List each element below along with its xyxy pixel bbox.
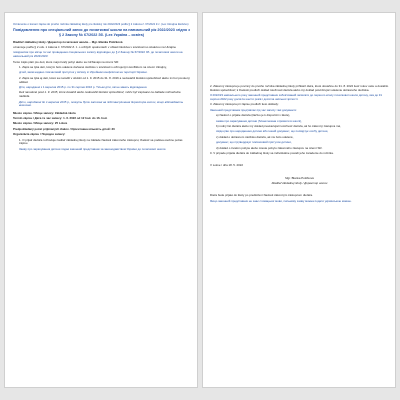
enrollment-location: Miesto zápisu / Місце запису: 25 Lokve (13, 121, 68, 126)
list-item-translation: Діти, народжені з 1 вересня 2015 р. по 31 серпня 2016 р. Тільки діти, які не мають відкладення. (19, 84, 148, 89)
sub-item: c) doklad o dočasnom útočisku dieťaťa, ak mu bolo udelené, (216, 134, 294, 139)
signature-name: Mgr. Blanka Potičková (285, 175, 314, 180)
expected-pupils: Predpokladaný počet prijímaných žiakov / Орієнтовна кількість дітей: 30 (13, 126, 115, 131)
director-line: Riaditeľ základnej školy / Директор початкової школи… Mgr. Blanka Potičková (13, 39, 123, 44)
sub-item-translation: заява про зарахування дитини (бланк можна отримати в школі), (216, 118, 302, 123)
list-item: 0. V prípade prijatia dieťaťa do základnej školy sa individuálne posúdi jeho zaradenie do ročníka. (210, 150, 334, 155)
place-and-date: V Lokve / dňa 18. 5. 2022 (210, 163, 243, 168)
sub-item: d) doklad o trvalom pobyte alebo mieste pobytu zákonného zástupcu na území SR. (216, 145, 323, 150)
list-item-translation: Заяву про зарахування дитини подає законний представник за законодавством України до початкової школи. (19, 146, 167, 151)
list-item-translation: Законний представник пред'являє під час запису такі документи: (210, 107, 297, 112)
document-title: Повідомлення про спеціальний запис до початкової школи на навчальний рік 2022/2023 згідно з § 2 Закону № 67/2022 Зб. (Lex Україна – освіта) (13, 28, 190, 37)
list-note: Deti narodené pred 1. 9. 2015, ktoré dosiahli alebo nedosiahli školskú spôsobilosť, môžu byť zapísané na základe rozhodnutia riaditeľa. (19, 90, 181, 99)
sub-item: b) rodný list dieťaťa alebo iný doklad preukazujúci totožnosť dieťaťa, ak ho zákonný zástupca má, (216, 123, 341, 128)
list-note-translation: Діти, народжені до 1 вересня 2015 р., можуть бути записані на підставі рішення директора школи, якщо відповідають вимогам. (19, 99, 184, 108)
sub-item-translation: документ, що підтверджує тимчасовий притулок дитини, (216, 140, 292, 145)
list-item: 1. O prijatí dieťaťa rozhoduje riaditeľ základnej školy na základe žiadosti zákonného zástupcu; žiadosť sa podáva osobne počas zápisu. (19, 137, 183, 146)
enrollment-place: Miesto zápisu / Місце запису: Základná škola (13, 110, 76, 115)
document-header: Oznámenie o konaní zápisu do prvého ročníka základnej školy pre školský rok 2022/2023 podľa § 2 zákona č. 67/2022 Z.z. (Lex Ukrajina školstvo) (13, 23, 189, 26)
organization-heading: Organizácia zápisu / Порядок запису: (13, 132, 66, 137)
document-page-right (202, 12, 396, 388)
list-item: 3. Zákonný zástupca pri zápise predloží tieto doklady: (210, 102, 279, 107)
closing-note: Dieťa bude prijaté do školy po predložení žiadosti zákonným zástupcom dieťaťa. (210, 193, 313, 198)
closing-note-translation: Якщо законний представник не знає словацької мови, письмову заяву можна подати українською мовою. (210, 198, 352, 203)
paragraph: Tento zápis platí pre deti, ktoré majú trvalý pobyt alebo sa zdržiavajú na území SR: (13, 59, 119, 64)
document-page-left (4, 12, 198, 388)
sub-item-translation: свідоцтво про народження дитини або інший документ, що посвідчує особу дитини, (216, 129, 329, 134)
signature-title: Riaditeľ základnej školy / Директор школи (271, 181, 328, 186)
enrollment-date: Termín zápisu / Дата та час запису: 1. 6. 2022 od 12 hod. do 16. hod. (13, 116, 108, 121)
list-item-translation: дітей, яким надано тимчасовий притулок у зв'язку зі збройним конфліктом на території України. (19, 70, 148, 75)
paragraph-translation: повідомляє про місце та час проведення спеціального запису відповідно до § 2 Закону № 67/2022 Зб. до початкової школи на навчальний рік 2022/2023: (13, 50, 183, 59)
sub-item: a) žiadosť o prijatie dieťaťa (tlačivo je k dispozícii v škole), (216, 113, 291, 118)
list-item-translation: З 2022/23 навчального року законний представник зобов'язаний записати до першого класу початкової школи дитину, яка до 31 серпня 2022 року досягла шести років і досягла шкільної зрілості. (210, 93, 383, 101)
paragraph: oznamuje podľa § 2 ods. 1 zákona č. 67/2022 Z. z. o určitých opatreniach v oblasti školstva v súvislosti so situáciou na Ukrajine (13, 44, 176, 49)
list-item: 2. Zápis sa týka aj detí, ktoré sa narodili v období od 1. 9. 2015 do 31. 8. 2016 a nedosiahli školskú spôsobilosť alebo im bol povolený odklad. (19, 75, 190, 84)
list-item: 2. Zákonný zástupca je povinný do prvého ročníka základnej školy prihlásiť dieťa, ktoré dosiahne do 31. 8. 2022 šesť rokov veku a dosiahlo školskú spôsobilosť; k žiadosti predloží doklad totožnosti dieťaťa alebo iný doklad potvrdzujúci udelenie dočasného útočiska. (210, 84, 389, 92)
list-item: 1. Zápis sa týka detí, ktorým bolo udelené dočasné útočisko v súvislosti s ozbrojeným konfliktom na území Ukrajiny, (19, 64, 167, 69)
